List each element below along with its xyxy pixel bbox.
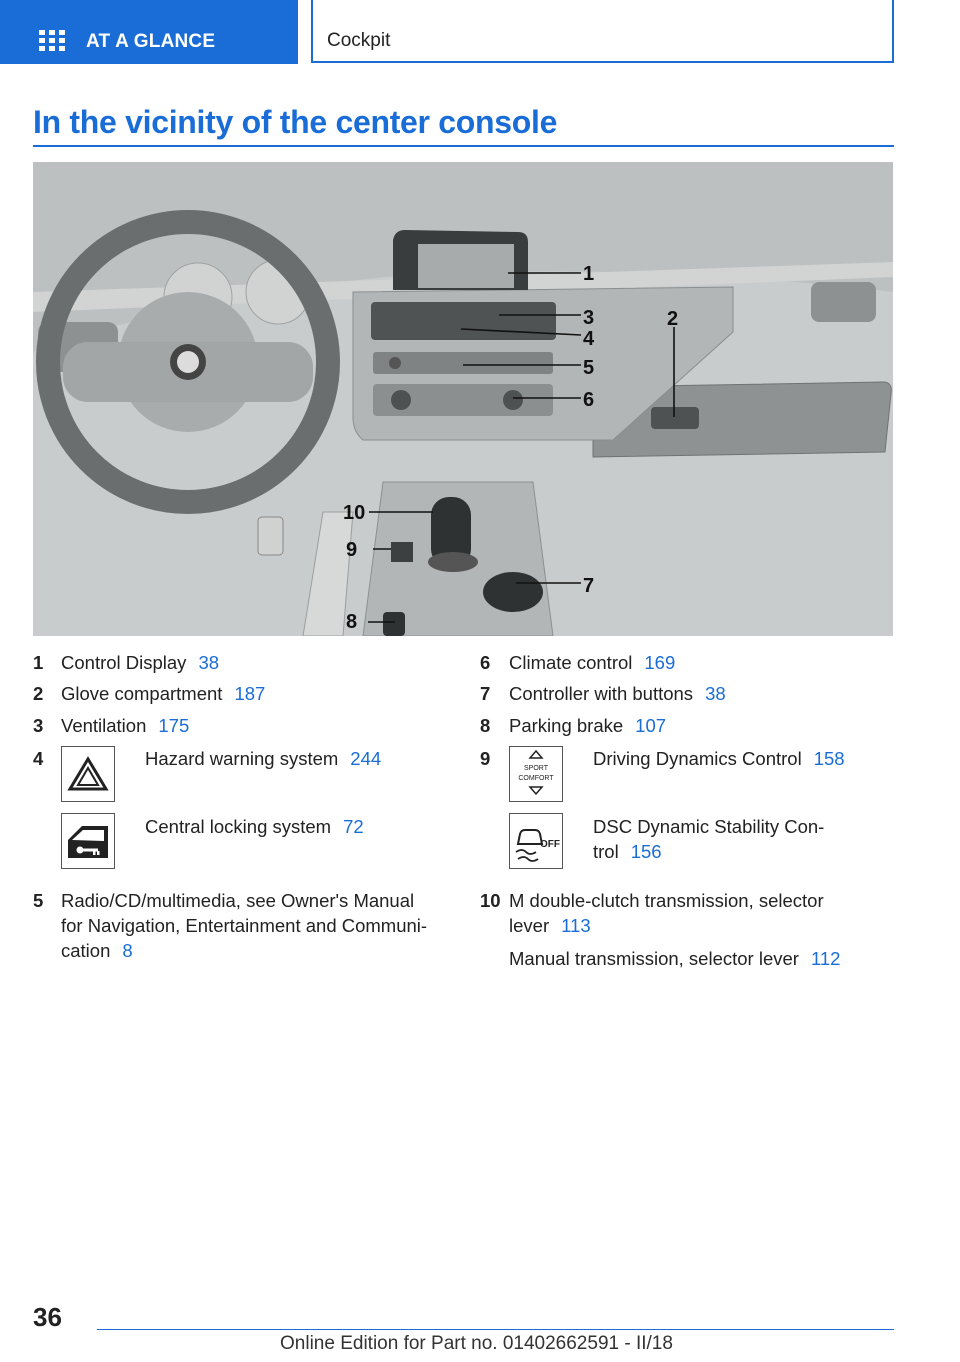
- title-divider: [33, 145, 894, 147]
- item-number: 5: [33, 890, 44, 911]
- callout-5: 5: [583, 357, 595, 379]
- page-link[interactable]: 244: [350, 748, 382, 769]
- callout-4: 4: [583, 328, 595, 350]
- edition-note: Online Edition for Part no. 01402662591 - II/18: [280, 1333, 673, 1354]
- footer-divider: [97, 1329, 894, 1330]
- dsc-off-icon: [509, 813, 563, 869]
- list-item: Central locking system 72: [145, 816, 364, 837]
- chapter-label: Cockpit: [327, 30, 391, 51]
- page-link[interactable]: 187: [234, 683, 266, 704]
- item-number: 8: [480, 715, 491, 736]
- page-link[interactable]: 107: [635, 715, 667, 736]
- item-number: 2: [33, 683, 44, 704]
- item-number: 3: [33, 715, 44, 736]
- item-number: 9: [480, 748, 491, 769]
- cockpit-drawing: [33, 162, 893, 636]
- callout-10: 10: [343, 502, 366, 524]
- page-link[interactable]: 158: [813, 748, 845, 769]
- list-item: DSC Dynamic Stability Con- trol 156: [593, 816, 825, 862]
- list-item: Parking brake 107: [509, 715, 667, 736]
- page-title: In the vicinity of the center console: [33, 104, 558, 140]
- item-number: 6: [480, 652, 491, 673]
- page-link[interactable]: 72: [343, 816, 364, 837]
- list-item: Hazard warning system 244: [145, 748, 382, 769]
- page-link[interactable]: 112: [810, 948, 841, 969]
- center-console-illustration: [33, 162, 893, 636]
- list-item: Climate control 169: [509, 652, 676, 673]
- section-tab[interactable]: [0, 0, 298, 64]
- page-link[interactable]: 169: [644, 652, 676, 673]
- callout-8: 8: [346, 611, 358, 633]
- item-number: 1: [33, 652, 44, 673]
- page-link[interactable]: 113: [561, 915, 591, 936]
- svg-text:COMFORT: COMFORT: [518, 775, 554, 782]
- page-number: 36: [33, 1302, 62, 1332]
- page-link[interactable]: 8: [122, 940, 133, 961]
- item-number: 7: [480, 683, 491, 704]
- page-link[interactable]: 38: [198, 652, 220, 673]
- list-item: Control Display 38: [61, 652, 220, 673]
- callout-3: 3: [583, 307, 595, 329]
- hazard-warning-icon: [61, 746, 115, 802]
- list-item: M double-clutch transmission, selector lever 113 Manual transmission, selector lever 112: [509, 890, 841, 969]
- legend-list-left: [33, 650, 453, 980]
- chapter-tab[interactable]: [311, 0, 894, 63]
- callout-2: 2: [667, 308, 679, 330]
- list-item: Ventilation 175: [61, 715, 190, 736]
- page-link[interactable]: 175: [158, 715, 190, 736]
- svg-text:OFF: OFF: [540, 839, 560, 850]
- section-label: AT A GLANCE: [86, 31, 216, 52]
- list-item: Radio/CD/multimedia, see Owner's Manual for Navigation, Entertainment and Communi- cation 8: [61, 890, 428, 961]
- legend-list-right: [480, 650, 900, 980]
- item-number: 10: [480, 890, 501, 911]
- list-item: Glove compartment 187: [61, 683, 266, 704]
- page-link[interactable]: 38: [705, 683, 726, 704]
- list-item: Driving Dynamics Control 158: [593, 748, 845, 769]
- callout-1: 1: [583, 263, 595, 285]
- item-number: 4: [33, 748, 44, 769]
- list-item: Controller with buttons 38: [509, 683, 726, 704]
- page-link[interactable]: 156: [630, 841, 662, 862]
- callout-6: 6: [583, 389, 595, 411]
- central-locking-icon: [61, 813, 115, 869]
- svg-text:SPORT: SPORT: [524, 765, 548, 772]
- sport-comfort-icon: [509, 746, 563, 802]
- grid-icon: [39, 30, 65, 52]
- callout-7: 7: [583, 575, 595, 597]
- callout-9: 9: [346, 539, 358, 561]
